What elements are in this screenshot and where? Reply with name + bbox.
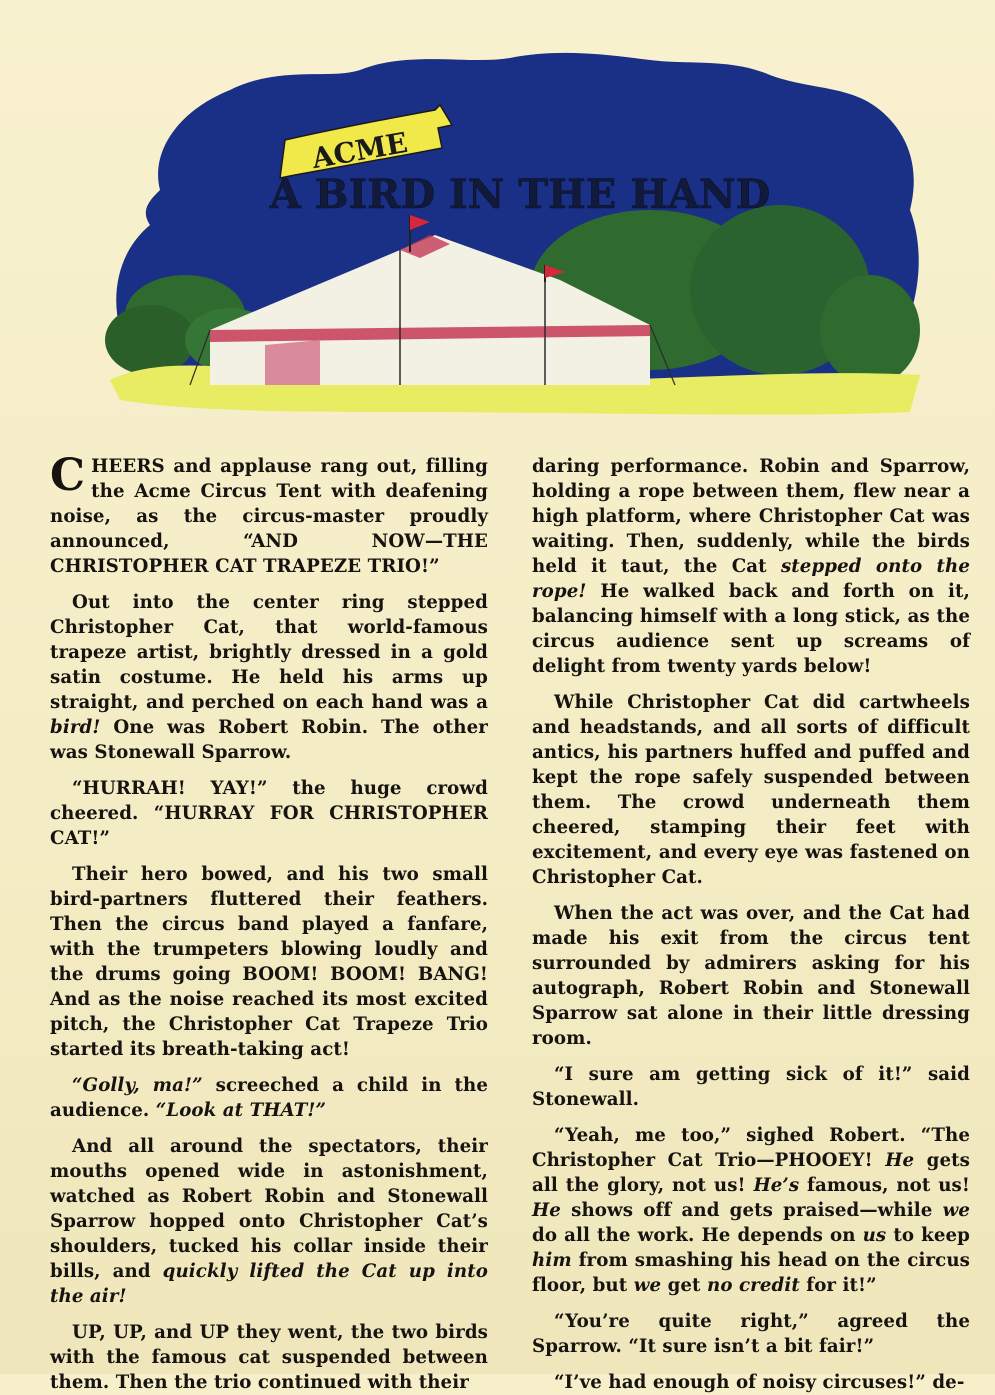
paragraph: “Yeah, me too,” sighed Robert. “The Christopher Cat Trio—PHOOEY! He gets all the glory, not us! He’s famous, not us! He shows off and gets praised—while we do all the work. He depends on us to keep him from smashing his head on the circus floor, but we get no credit for it!” [532, 1125, 970, 1296]
paragraph: UP, UP, and UP they went, the two birds with the famous cat suspended between them. Then the trio continued with their [50, 1322, 488, 1393]
banner-text: ACME [309, 125, 411, 176]
paragraph: “Golly, ma!” screeched a child in the audience. “Look at THAT!” [50, 1075, 488, 1121]
paragraph: Out into the center ring stepped Christopher Cat, that world-famous trapeze artist, brightly dressed in a gold satin costume. He held his arms up straight, and perched on each hand was a bird! One was Robert Robin. The other was Stonewall Sparrow. [50, 592, 488, 763]
paragraph: When the act was over, and the Cat had made his exit from the circus tent surrounded by admirers asking for his autograph, Robert Robin and Stonewall Sparrow sat alone in their little dressing room. [532, 903, 970, 1049]
paragraph: Their hero bowed, and his two small bird-partners fluttered their feathers. Then the circus band played a fanfare, with the trumpeters blowing loudly and the drums going BOOM! BOOM! BANG! And as the noise reached its most excited pitch, the Christopher Cat Trapeze Trio started its breath-taking act! [50, 864, 488, 1060]
paragraph: CHEERS and applause rang out, filling the Acme Circus Tent with deafening noise, as the circus-master proudly announced, “AND NOW—THE CHRISTOPHER CAT TRAPEZE TRIO!” [50, 450, 488, 577]
title-illustration [90, 40, 940, 420]
paragraph: “You’re quite right,” agreed the Sparrow. “It sure isn’t a bit fair!” [532, 1311, 970, 1357]
paragraph: “HURRAH! YAY!” the huge crowd cheered. “HURRAY FOR CHRISTOPHER CAT!” [50, 778, 488, 849]
story-text [50, 450, 970, 1393]
right-column [532, 454, 970, 1393]
paragraph: While Christopher Cat did cartwheels and headstands, and all sorts of difficult antics, his partners huffed and puffed and kept the rope safely suspended between them. The crowd underneath them cheered, stamping their feet with excitement, and every eye was fastened on Christopher Cat. [532, 692, 970, 888]
paragraph: “I sure am getting sick of it!” said Stonewall. [532, 1064, 970, 1110]
left-column [50, 450, 488, 1393]
paragraph: And all around the spectators, their mouths opened wide in astonishment, watched as Robert Robin and Stonewall Sparrow hopped onto Christopher Cat’s shoulders, tucked his collar inside their bills, and quickly lifted the Cat up into the air! [50, 1136, 488, 1307]
paragraph: “I’ve had enough of noisy circuses!” de- [554, 1372, 965, 1393]
circus-tent-illustration [90, 40, 940, 420]
paragraph: daring performance. Robin and Sparrow, holding a rope between them, flew near a high platform, where Christopher Cat was waiting. Then, suddenly, while the birds held it taut, the Cat stepped onto the rope! He walked back and forth on it, balancing himself with a long stick, as the circus audience sent up screams of delight from twenty yards below! [532, 456, 970, 677]
story-title: A BIRD IN THE HAND [269, 171, 771, 218]
drop-cap: C [50, 450, 86, 501]
